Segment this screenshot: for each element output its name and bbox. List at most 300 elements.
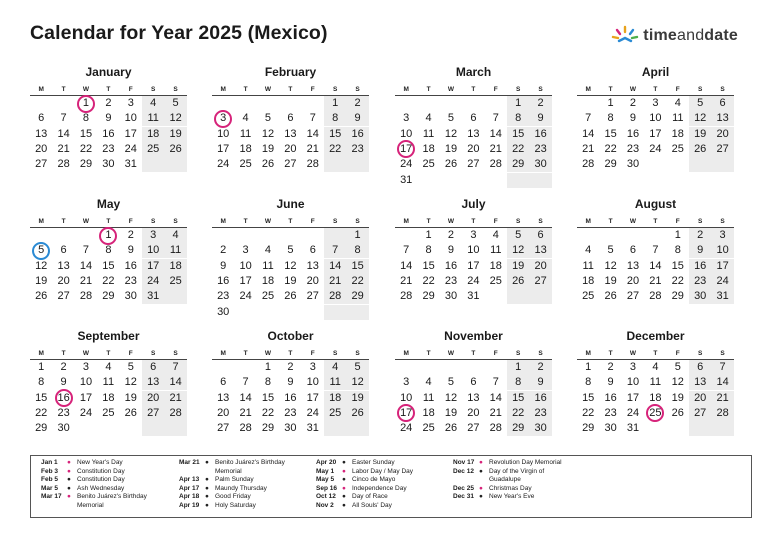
day-cell: 7 — [164, 360, 186, 375]
bullet-icon: ● — [205, 476, 209, 484]
holiday-name: Holy Saturday — [215, 501, 256, 509]
day-cell: 11 — [164, 243, 186, 258]
day-cell: 31 — [467, 290, 480, 303]
month-title: December — [626, 329, 685, 343]
day-cell: 20 — [467, 142, 480, 155]
bullet-icon: ● — [67, 484, 71, 492]
day-cell: 27 — [306, 290, 319, 303]
day-cell: 4 — [492, 229, 499, 241]
day-cell: 27 — [467, 158, 480, 171]
bullet-icon: ● — [479, 459, 483, 466]
day-cell: 12 — [284, 259, 297, 272]
holiday-date: Nov 17 — [453, 459, 475, 466]
day-cell: 18 — [239, 142, 252, 155]
weekday-letter: S — [151, 350, 156, 357]
day-cell: 5 — [38, 244, 45, 257]
day-cell: 31 — [306, 422, 319, 435]
day-cell: 18 — [489, 259, 502, 272]
holiday-name: All Souls' Day — [352, 501, 392, 509]
day-cell: 21 — [239, 406, 252, 419]
legend-row — [41, 493, 176, 502]
day-cell: 21 — [711, 391, 733, 406]
weekend-blank-cell — [324, 421, 346, 436]
day-cell: 21 — [489, 406, 502, 419]
legend-column — [453, 459, 588, 502]
day-cell: 24 — [711, 274, 733, 289]
day-cell: 3 — [242, 244, 249, 257]
day-cell: 20 — [217, 406, 230, 419]
weekday-letter: S — [151, 86, 156, 93]
day-cell: 11 — [422, 391, 435, 404]
month-title: September — [77, 329, 140, 343]
day-cell: 9 — [529, 111, 551, 126]
day-cell: 6 — [220, 376, 227, 389]
legend-row — [179, 502, 314, 511]
legend-row — [453, 459, 588, 468]
weekday-letter: S — [516, 86, 521, 93]
day-cell: 4 — [242, 112, 249, 125]
day-cell: 12 — [35, 259, 48, 272]
day-cell: 4 — [585, 244, 592, 257]
weekday-letter: W — [82, 350, 90, 357]
day-cell: 28 — [649, 290, 662, 303]
holiday-name: Day of the Virgin of — [489, 467, 545, 475]
day-cell: 3 — [652, 97, 659, 109]
weekday-letter: T — [426, 350, 431, 357]
day-cell: 10 — [400, 391, 413, 404]
day-cell: 9 — [60, 376, 67, 389]
day-cell: 28 — [711, 406, 733, 421]
holiday-name: Revolution Day Memorial — [489, 459, 562, 466]
day-cell: 3 — [403, 112, 410, 125]
day-cell: 1 — [82, 97, 90, 109]
weekday-letter: M — [220, 218, 226, 225]
weekday-letter: F — [493, 86, 498, 93]
day-cell: 7 — [60, 112, 67, 125]
day-cell: 29 — [507, 421, 529, 436]
day-cell: 2 — [287, 361, 294, 373]
bullet-icon: ● — [342, 501, 346, 509]
weekday-letter: S — [538, 86, 543, 93]
day-cell: 29 — [102, 290, 115, 303]
day-cell: 22 — [671, 274, 684, 287]
legend-row — [316, 476, 451, 485]
day-cell: 28 — [489, 422, 502, 435]
weekday-letter: T — [243, 86, 248, 93]
day-cell: 16 — [689, 259, 711, 274]
day-cell: 13 — [626, 259, 640, 272]
legend-row — [179, 476, 314, 485]
holiday-date: Apr 18 — [179, 493, 200, 501]
weekday-letter: F — [493, 350, 498, 357]
day-cell: 10 — [79, 376, 93, 389]
bullet-icon: ● — [205, 493, 209, 501]
month-title: May — [96, 197, 121, 211]
holiday-date: Apr 17 — [179, 484, 200, 492]
holiday-circle — [214, 110, 232, 128]
day-cell: 25 — [422, 422, 435, 435]
day-cell: 22 — [79, 142, 93, 155]
month-title: October — [267, 329, 314, 343]
day-cell: 16 — [529, 127, 551, 142]
day-cell: 10 — [124, 112, 137, 125]
month-december — [577, 329, 734, 449]
day-cell: 4 — [264, 244, 272, 257]
day-cell: 2 — [607, 361, 614, 373]
month-september — [30, 329, 187, 449]
day-cell: 31 — [711, 289, 733, 304]
page-title: Calendar for Year 2025 (Mexico) — [30, 22, 328, 44]
day-cell: 30 — [102, 158, 115, 171]
day-cell: 1 — [585, 361, 592, 373]
holiday-date: Mar 5 — [41, 484, 58, 492]
day-cell: 14 — [489, 127, 502, 140]
holiday-name: Christmas Day — [489, 484, 532, 492]
day-cell: 31 — [142, 289, 164, 304]
day-cell: 30 — [124, 290, 137, 303]
holiday-circle — [77, 95, 95, 113]
holiday-name: Independence Day — [352, 484, 407, 492]
day-cell: 30 — [217, 305, 230, 318]
day-cell: 19 — [507, 259, 529, 274]
day-grid — [212, 95, 369, 191]
day-cell: 13 — [217, 391, 230, 404]
weekday-letter: F — [675, 218, 680, 225]
day-cell: 2 — [529, 360, 551, 375]
weekday-letter: M — [38, 86, 44, 93]
day-cell: 18 — [102, 391, 115, 404]
day-cell: 20 — [467, 406, 480, 419]
holiday-date: Apr 20 — [316, 459, 337, 466]
weekday-letter: T — [653, 218, 658, 225]
holiday-name: New Year's Day — [77, 459, 123, 466]
day-cell: 25 — [324, 406, 346, 421]
day-cell: 20 — [142, 391, 164, 406]
holiday-name: Memorial — [77, 501, 104, 509]
day-cell: 26 — [507, 274, 529, 289]
day-cell: 30 — [444, 290, 458, 303]
holiday-name: Ash Wednesday — [77, 484, 125, 492]
day-cell: 7 — [652, 244, 659, 257]
weekday-letter: M — [403, 350, 409, 357]
day-cell: 19 — [35, 274, 48, 287]
day-cell: 15 — [604, 127, 617, 140]
legend-row — [41, 476, 176, 485]
day-cell: 22 — [35, 406, 48, 419]
day-cell: 22 — [324, 142, 346, 157]
day-cell: 20 — [306, 274, 319, 287]
day-cell: 6 — [309, 244, 316, 257]
day-cell: 4 — [105, 361, 112, 373]
day-cell: 12 — [346, 375, 368, 390]
day-cell: 8 — [105, 244, 112, 257]
weekday-letter: S — [151, 218, 156, 225]
weekend-blank-cell — [689, 421, 711, 436]
day-cell: 16 — [444, 259, 458, 272]
day-cell: 15 — [324, 127, 346, 142]
day-cell: 17 — [306, 391, 319, 404]
year-calendar-grid — [30, 65, 750, 445]
day-cell: 13 — [57, 259, 70, 272]
legend-row — [453, 468, 588, 477]
day-cell: 17 — [649, 127, 662, 140]
month-february — [212, 65, 369, 185]
weekday-letter: S — [355, 86, 360, 93]
day-cell: 4 — [164, 228, 186, 243]
holiday-name: Maundy Thursday — [215, 484, 267, 492]
day-cell: 17 — [124, 127, 137, 140]
day-cell: 26 — [284, 290, 297, 303]
day-cell: 23 — [529, 406, 551, 421]
legend-row — [453, 476, 588, 485]
day-cell: 25 — [142, 142, 164, 157]
month-august — [577, 197, 734, 317]
bullet-icon: ● — [479, 493, 483, 501]
day-cell: 7 — [585, 112, 592, 125]
day-cell: 24 — [649, 142, 662, 155]
day-cell: 4 — [674, 97, 681, 109]
legend-row — [179, 468, 314, 477]
weekday-letter: T — [106, 218, 111, 225]
day-cell: 1 — [507, 96, 529, 111]
day-cell: 29 — [582, 422, 595, 435]
day-cell: 3 — [629, 361, 637, 373]
day-cell: 23 — [102, 142, 115, 155]
weekday-letter: W — [264, 218, 272, 225]
day-cell: 14 — [582, 127, 595, 140]
day-cell: 5 — [287, 244, 294, 257]
day-cell: 11 — [262, 259, 274, 272]
day-cell: 25 — [671, 142, 684, 155]
holiday-date: Feb 3 — [41, 467, 58, 475]
day-cell: 31 — [124, 158, 137, 171]
day-cell: 19 — [164, 127, 186, 142]
day-cell: 14 — [239, 391, 252, 404]
day-cell: 11 — [582, 259, 594, 272]
day-cell: 21 — [489, 142, 502, 155]
holiday-legend — [30, 455, 752, 518]
day-cell: 31 — [626, 422, 640, 435]
day-cell: 16 — [604, 391, 617, 404]
day-cell: 16 — [284, 391, 297, 404]
holiday-date: Nov 2 — [316, 501, 334, 509]
weekday-letter: T — [288, 218, 293, 225]
legend-row — [316, 468, 451, 477]
day-cell: 2 — [447, 229, 455, 241]
day-cell: 6 — [470, 376, 477, 389]
weekday-letter: W — [82, 86, 90, 93]
weekday-letter: W — [629, 218, 637, 225]
weekday-letter: M — [585, 86, 591, 93]
weekday-letter: S — [698, 218, 703, 225]
weekday-letter: F — [310, 86, 315, 93]
weekday-letter: S — [538, 218, 543, 225]
bullet-icon: ● — [67, 493, 71, 501]
month-title: November — [444, 329, 503, 343]
weekend-blank-cell — [711, 421, 733, 436]
day-cell: 30 — [57, 422, 70, 435]
day-cell: 14 — [79, 259, 93, 272]
day-cell: 26 — [444, 158, 458, 171]
day-cell: 2 — [529, 96, 551, 111]
weekday-letter: T — [61, 350, 66, 357]
weekday-letter: S — [720, 218, 725, 225]
day-cell: 27 — [217, 422, 230, 435]
month-june — [212, 197, 369, 317]
day-cell: 15 — [79, 127, 93, 140]
weekday-letter: S — [355, 218, 360, 225]
day-cell: 13 — [35, 127, 48, 140]
day-cell: 15 — [261, 391, 275, 404]
day-cell: 9 — [105, 112, 112, 125]
bullet-icon: ● — [342, 484, 346, 492]
holiday-name: Cinco de Mayo — [352, 476, 396, 484]
day-cell: 3 — [403, 376, 410, 389]
day-cell: 11 — [102, 376, 115, 389]
day-cell: 3 — [220, 112, 227, 125]
day-cell: 14 — [649, 259, 662, 272]
weekday-letter: S — [538, 350, 543, 357]
bullet-icon: ● — [205, 501, 209, 509]
day-cell: 9 — [689, 243, 711, 258]
day-cell: 11 — [672, 112, 684, 125]
weekday-letter: T — [61, 218, 66, 225]
day-cell: 19 — [124, 391, 137, 404]
day-cell: 27 — [711, 142, 733, 157]
day-cell: 23 — [529, 142, 551, 157]
day-cell: 23 — [604, 406, 617, 419]
day-cell: 6 — [529, 228, 551, 243]
day-cell: 29 — [79, 158, 93, 171]
day-cell: 20 — [284, 142, 297, 155]
day-cell: 2 — [127, 229, 134, 241]
day-cell: 24 — [306, 406, 319, 419]
weekday-letter: S — [355, 350, 360, 357]
day-cell: 8 — [82, 112, 90, 125]
weekday-letter: T — [61, 86, 66, 93]
weekday-letter: S — [698, 86, 703, 93]
day-cell: 9 — [346, 111, 368, 126]
day-cell: 22 — [422, 274, 435, 287]
weekend-blank-cell — [324, 305, 346, 320]
day-cell: 21 — [79, 274, 93, 287]
bullet-icon: ● — [205, 459, 209, 466]
weekend-blank-cell — [689, 157, 711, 172]
month-may — [30, 197, 187, 317]
day-cell: 1 — [425, 229, 432, 241]
legend-row — [453, 485, 588, 494]
weekday-letter: F — [675, 86, 680, 93]
month-july — [395, 197, 552, 317]
day-cell: 24 — [400, 422, 413, 435]
day-cell: 8 — [38, 376, 45, 389]
day-cell: 5 — [507, 228, 529, 243]
day-cell: 14 — [164, 375, 186, 390]
day-cell: 19 — [444, 142, 458, 155]
day-cell: 2 — [105, 97, 112, 109]
day-cell: 8 — [607, 112, 614, 125]
weekday-letter: T — [243, 218, 248, 225]
day-cell: 17 — [217, 142, 230, 155]
day-cell: 6 — [470, 112, 477, 125]
day-cell: 17 — [142, 259, 164, 274]
day-cell: 24 — [124, 142, 137, 155]
day-grid — [395, 359, 552, 455]
weekday-letter: T — [471, 86, 476, 93]
month-january — [30, 65, 187, 185]
weekday-letter: S — [720, 350, 725, 357]
day-cell: 11 — [324, 375, 346, 390]
day-cell: 27 — [142, 406, 164, 421]
day-cell: 5 — [127, 361, 134, 373]
legend-column — [41, 459, 176, 511]
day-cell: 26 — [35, 290, 48, 303]
day-cell: 1 — [264, 361, 272, 373]
holiday-date: Dec 25 — [453, 484, 474, 492]
day-cell: 7 — [309, 112, 316, 125]
day-cell: 2 — [689, 228, 711, 243]
legend-row — [316, 459, 451, 468]
holiday-name: Palm Sunday — [215, 476, 254, 484]
day-cell: 2 — [220, 244, 227, 257]
holiday-name: Benito Juárez's Birthday — [77, 493, 147, 501]
day-cell: 24 — [142, 274, 164, 289]
weekday-letter: T — [243, 350, 248, 357]
day-cell: 27 — [35, 158, 48, 171]
day-grid — [395, 227, 552, 323]
weekday-letter: T — [608, 218, 613, 225]
holiday-date: Mar 17 — [41, 493, 62, 501]
day-cell: 1 — [38, 361, 45, 373]
month-title: February — [264, 65, 317, 79]
day-cell: 6 — [689, 360, 711, 375]
day-cell: 15 — [35, 391, 48, 404]
day-cell: 16 — [102, 127, 115, 140]
day-cell: 27 — [57, 290, 70, 303]
day-cell: 6 — [711, 96, 733, 111]
day-cell: 30 — [284, 422, 297, 435]
weekday-letter: F — [128, 218, 133, 225]
day-cell: 26 — [689, 142, 711, 157]
legend-row — [179, 485, 314, 494]
bullet-icon: ● — [342, 493, 346, 501]
day-cell: 10 — [306, 376, 319, 389]
weekend-blank-cell — [346, 421, 368, 436]
day-cell: 17 — [400, 142, 413, 155]
day-cell: 25 — [582, 290, 595, 303]
holiday-name: Constitution Day — [77, 476, 125, 484]
weekday-letter: T — [106, 86, 111, 93]
clock-burst-icon — [609, 25, 641, 47]
day-cell: 26 — [124, 406, 137, 419]
day-cell: 26 — [164, 142, 186, 157]
day-cell: 12 — [261, 127, 275, 140]
day-cell: 9 — [607, 376, 614, 389]
day-cell: 18 — [422, 406, 435, 419]
weekday-letter: T — [426, 86, 431, 93]
day-cell: 12 — [507, 243, 529, 258]
holiday-name: Easter Sunday — [352, 459, 395, 466]
day-cell: 25 — [489, 274, 502, 287]
day-cell: 29 — [671, 290, 684, 303]
timeanddate-logo[interactable] — [609, 24, 738, 48]
weekday-letter: S — [173, 218, 178, 225]
day-cell: 16 — [626, 127, 640, 140]
day-cell: 29 — [261, 422, 275, 435]
day-cell: 17 — [400, 406, 413, 419]
weekday-letter: F — [310, 350, 315, 357]
day-cell: 24 — [239, 290, 252, 303]
